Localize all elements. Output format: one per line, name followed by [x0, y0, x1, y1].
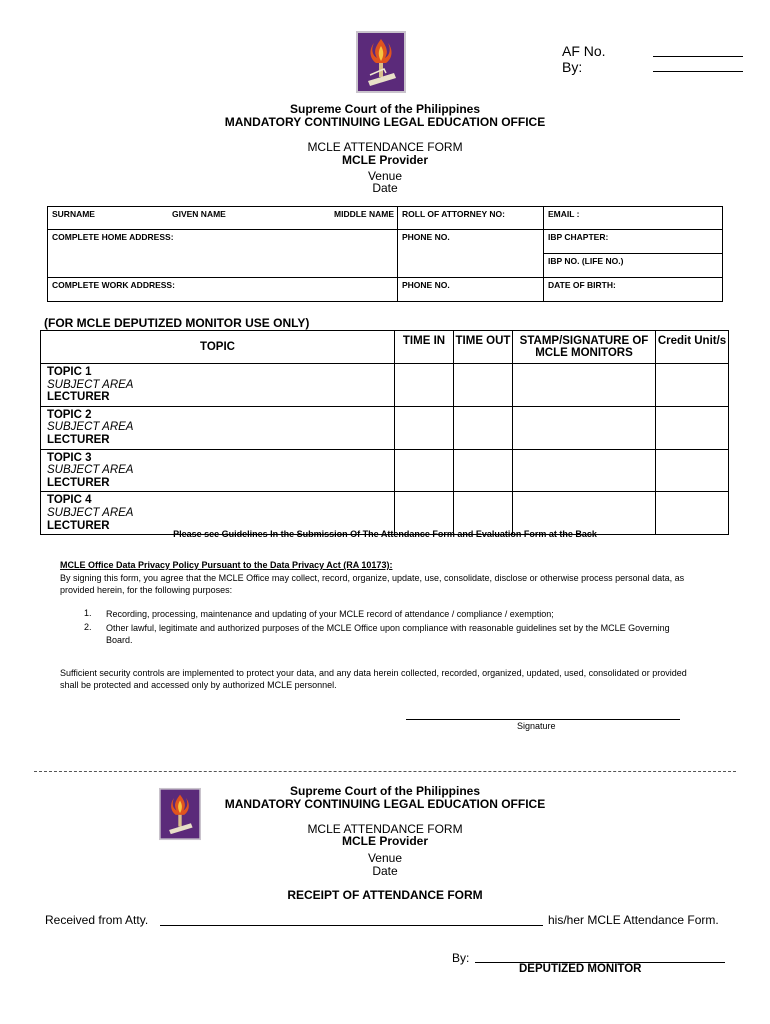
surname-cell[interactable] — [48, 207, 398, 230]
signature-line[interactable] — [406, 719, 680, 720]
topic-label: TOPIC 3 — [47, 451, 92, 464]
lecturer-label: LECTURER — [47, 476, 110, 489]
phone-cell-2[interactable] — [398, 278, 544, 302]
stamp-header: STAMP/SIGNATURE OF MCLE MONITORS — [513, 331, 656, 364]
subject-area-label: SUBJECT AREA — [47, 506, 134, 519]
roll-no-label: ROLL OF ATTORNEY NO: — [402, 209, 505, 219]
topic-cell — [41, 406, 395, 449]
topic-label: TOPIC 4 — [47, 494, 92, 507]
roll-no-cell[interactable] — [398, 207, 544, 230]
cut-line — [34, 771, 736, 772]
attorney-info-table — [47, 206, 723, 302]
form-title: MCLE ATTENDANCE FORM — [307, 140, 463, 154]
lecturer-label: LECTURER — [47, 391, 110, 404]
monitor-heading: (FOR MCLE DEPUTIZED MONITOR USE ONLY) — [44, 316, 310, 330]
privacy-item-1: Recording, processing, maintenance and updating of your MCLE record of attendance / compliance / exemption; — [106, 609, 554, 619]
receipt-office-name: MANDATORY CONTINUING LEGAL EDUCATION OFFICE — [224, 797, 546, 811]
venue-label: Venue — [367, 169, 403, 183]
lecturer-label: LECTURER — [47, 519, 110, 532]
credit-cell[interactable] — [656, 406, 729, 449]
by-label: By: — [562, 59, 583, 75]
dob-cell[interactable] — [544, 278, 723, 302]
attendance-table — [40, 330, 729, 535]
topic-label: TOPIC 2 — [47, 408, 92, 421]
office-name: MANDATORY CONTINUING LEGAL EDUCATION OFFICE — [224, 115, 546, 129]
topic-cell — [41, 364, 395, 407]
time-out-cell[interactable] — [454, 406, 513, 449]
work-address-label: COMPLETE WORK ADDRESS: — [52, 280, 175, 290]
work-address-cell[interactable] — [48, 278, 398, 302]
date-label: Date — [372, 181, 398, 195]
subject-area-label: SUBJECT AREA — [47, 464, 134, 477]
by-line[interactable] — [653, 71, 743, 72]
middle-name-label: MIDDLE NAME — [334, 209, 394, 219]
topic-label: TOPIC 1 — [47, 366, 92, 378]
guidelines-note: Please see Guidelines In the Submission Of The Attendance Form and Evaluation Form at the Back — [173, 529, 597, 539]
topic-row — [41, 406, 729, 449]
receipt-form-title: MCLE ATTENDANCE FORM — [307, 822, 463, 836]
home-address-label: COMPLETE HOME ADDRESS: — [52, 232, 174, 242]
privacy-intro: By signing this form, you agree that the MCLE Office may collect, record, organize, update, use, consolidate, disclose or otherwise process personal data, as provided herein, for the following purposes: — [60, 573, 685, 595]
attorney-name-line[interactable] — [160, 925, 543, 926]
time-out-cell[interactable] — [454, 364, 513, 407]
subject-area-label: SUBJECT AREA — [47, 421, 134, 434]
time-in-cell[interactable] — [395, 406, 454, 449]
given-name-label: GIVEN NAME — [172, 209, 226, 219]
deputized-monitor-label: DEPUTIZED MONITOR — [519, 963, 642, 975]
home-address-cell[interactable] — [48, 230, 398, 278]
credit-cell[interactable] — [656, 449, 729, 492]
topic-row — [41, 449, 729, 492]
time-out-header: TIME OUT — [454, 331, 513, 364]
time-in-cell[interactable] — [395, 364, 454, 407]
signature-label: Signature — [517, 721, 556, 731]
stamp-cell[interactable] — [513, 406, 656, 449]
privacy-item-2-num: 2. — [84, 622, 92, 632]
time-out-cell[interactable] — [454, 449, 513, 492]
receipt-provider: MCLE Provider — [341, 834, 428, 848]
dob-label: DATE OF BIRTH: — [548, 280, 616, 290]
af-no-line[interactable] — [653, 56, 743, 57]
time-in-cell[interactable] — [395, 449, 454, 492]
time-in-header: TIME IN — [395, 331, 454, 364]
topic-row — [41, 364, 729, 407]
privacy-item-1-num: 1. — [84, 608, 92, 618]
provider-label: MCLE Provider — [341, 153, 428, 167]
stamp-cell[interactable] — [513, 449, 656, 492]
credit-cell[interactable] — [656, 364, 729, 407]
email-label: EMAIL : — [548, 209, 580, 219]
stamp-cell[interactable] — [513, 364, 656, 407]
phone-cell-1[interactable] — [398, 230, 544, 278]
ibp-chapter-cell[interactable] — [544, 230, 723, 254]
receipt-title: RECEIPT OF ATTENDANCE FORM — [287, 888, 483, 902]
receipt-venue: Venue — [367, 851, 403, 865]
phone-label-2: PHONE NO. — [402, 280, 450, 290]
privacy-security: Sufficient security controls are implemented to protect your data, and any data herein collected, recorded, organized, updated, used, consolidated or provided shall be protected and accessed only by authorized MCLE personnel. — [60, 668, 687, 690]
ibp-chapter-label: IBP CHAPTER: — [548, 232, 609, 242]
lecturer-label: LECTURER — [47, 433, 110, 446]
credit-header: Credit Unit/s — [656, 331, 729, 364]
received-from-label: Received from Atty. — [45, 913, 149, 927]
ibp-no-cell[interactable] — [544, 254, 723, 278]
af-no-label: AF No. — [562, 43, 606, 59]
topic-header: TOPIC — [41, 331, 395, 364]
receipt-date: Date — [372, 864, 398, 878]
ibp-no-label: IBP NO. (LIFE NO.) — [548, 256, 624, 266]
privacy-title: MCLE Office Data Privacy Policy Pursuant to the Data Privacy Act (RA 10173): — [60, 560, 393, 570]
receipt-by-label: By: — [452, 951, 470, 965]
topic-cell — [41, 449, 395, 492]
his-her-label: his/her MCLE Attendance Form. — [548, 913, 719, 927]
receipt-court-name: Supreme Court of the Philippines — [289, 784, 480, 798]
phone-label-1: PHONE NO. — [402, 232, 450, 242]
email-cell[interactable] — [544, 207, 723, 230]
court-name: Supreme Court of the Philippines — [289, 102, 480, 116]
subject-area-label: SUBJECT AREA — [47, 378, 134, 391]
mcle-logo — [356, 31, 406, 93]
privacy-item-2: Other lawful, legitimate and authorized purposes of the MCLE Office upon compliance with reasonable guidelines set by the MCLE Governing Board. — [106, 623, 670, 645]
surname-label: SURNAME — [52, 209, 95, 219]
